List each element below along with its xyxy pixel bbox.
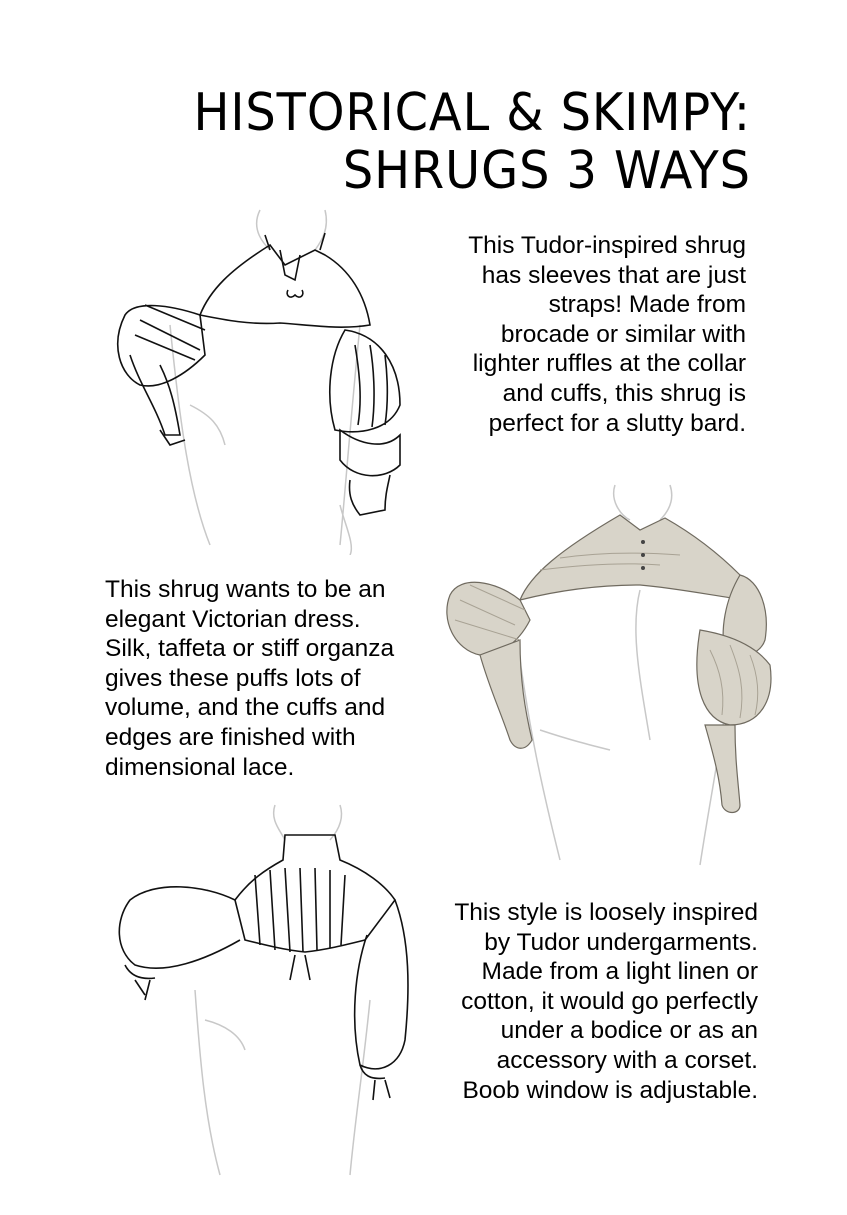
text-line: This Tudor-inspired shrug: [468, 232, 746, 259]
linen-shrug-drawing: [105, 800, 415, 1180]
text-line: gives these puffs lots of: [105, 664, 361, 692]
title-line-1: HISTORICAL & SKIMPY:: [193, 83, 751, 143]
text-line: straps! Made from: [548, 291, 746, 319]
text-line: perfect for a slutty bard.: [488, 409, 746, 437]
victorian-shrug-illustration: [440, 480, 780, 870]
page-title: [194, 84, 751, 200]
tudor-shrug-description: [468, 231, 746, 438]
text-line: Silk, taffeta or stiff organza: [105, 635, 395, 663]
linen-shrug-illustration: [105, 800, 415, 1180]
text-line: Boob window is adjustable.: [462, 1076, 758, 1104]
text-line: cotton, it would go perfectly: [461, 987, 758, 1015]
text-line: under a bodice or as an: [500, 1017, 758, 1045]
tudor-shrug-drawing: [100, 205, 410, 555]
text-line: Made from a light linen or: [481, 958, 758, 986]
victorian-shrug-drawing: [440, 480, 780, 870]
text-line: lighter ruffles at the collar: [472, 350, 746, 378]
text-line: brocade or similar with: [500, 320, 746, 348]
text-line: edges are finished with: [105, 723, 356, 751]
title-line-2: SHRUGS 3 WAYS: [342, 141, 751, 201]
victorian-shrug-description: [105, 575, 394, 782]
text-line: has sleeves that are just: [481, 261, 746, 289]
tudor-shrug-illustration: [100, 205, 410, 555]
text-line: and cuffs, this shrug is: [502, 379, 746, 407]
text-line: This shrug wants to be an: [105, 576, 386, 603]
text-line: by Tudor undergarments.: [484, 928, 758, 956]
text-line: accessory with a corset.: [496, 1046, 758, 1074]
text-line: dimensional lace.: [105, 753, 295, 781]
text-line: This style is loosely inspired: [454, 899, 758, 926]
linen-shrug-description: [454, 898, 758, 1105]
text-line: volume, and the cuffs and: [105, 694, 386, 722]
text-line: elegant Victorian dress.: [105, 605, 361, 633]
